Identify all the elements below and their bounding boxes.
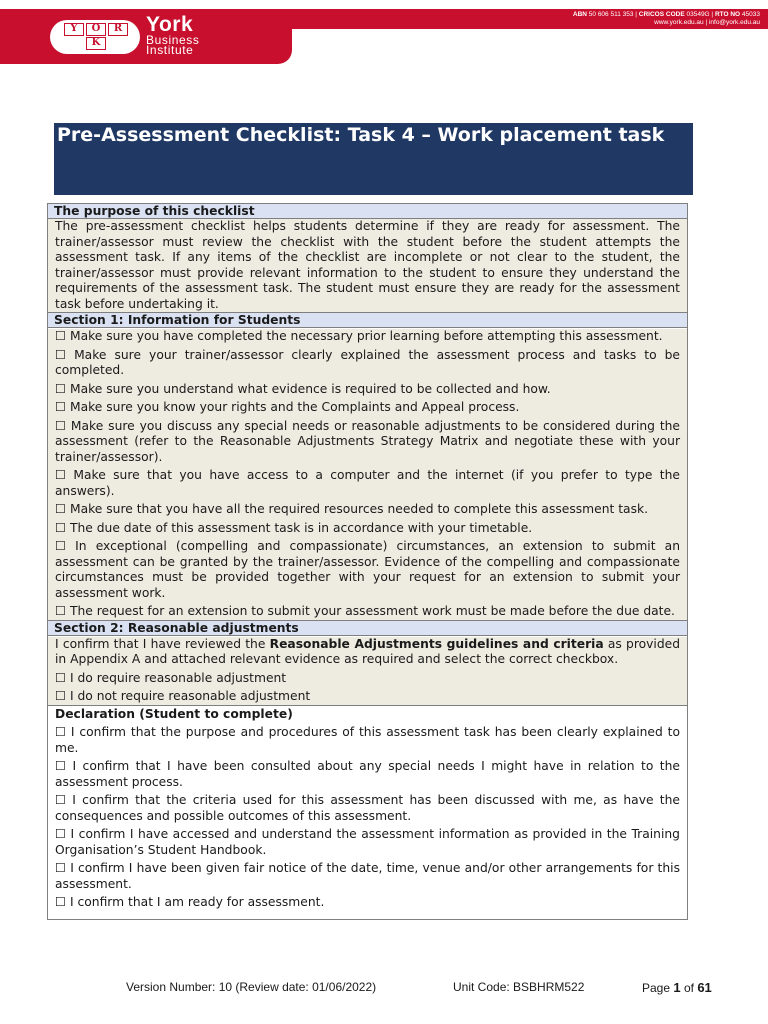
checkbox-icon[interactable]: ☐ [55,539,67,553]
list-item[interactable]: ☐ I confirm that I am ready for assessment. [55,895,325,909]
rto-value: 45033 [741,11,760,18]
york-logo [50,20,140,54]
checkbox-icon[interactable]: ☐ [55,689,67,703]
logo-letter-o: O [86,23,106,36]
checkbox-icon[interactable]: ☐ [55,381,67,396]
brand-sub-1: Business [146,33,200,47]
unit-code: Unit Code: BSBHRM522 [453,980,585,994]
checkbox-icon[interactable]: ☐ [55,670,67,685]
checkbox-icon[interactable]: ☐ [55,895,67,909]
section2-heading: Section 2: Reasonable adjustments [48,621,687,636]
brand-wordmark [146,15,200,55]
checkbox-icon[interactable]: ☐ [55,861,67,875]
checkbox-icon[interactable]: ☐ [55,329,67,343]
checkbox-icon[interactable]: ☐ [55,827,67,841]
purpose-heading: The purpose of this checklist [48,204,687,219]
logo-letter-k: K [86,37,106,50]
checkbox-icon[interactable]: ☐ [55,347,67,362]
list-item[interactable]: ☐ Make sure you know your rights and the Complaints and Appeal process. [55,400,520,414]
logo-letter-y: Y [64,23,84,36]
list-item[interactable]: ☐ I confirm that the purpose and procedures of this assessment task has been clearly explained to me. [55,725,680,755]
list-item[interactable]: ☐ The due date of this assessment task is in accordance with your timetable. [55,520,533,535]
rto-label: RTO NO [714,11,741,18]
header-registration-info: ABN 50 606 511 353 | CRICOS CODE 03549G | RTO NO 45033 www.york.edu.au | info@york.edu.au [572,11,760,26]
version-number: Version Number: 10 (Review date: 01/06/2022) [126,980,377,994]
logo-letter-r: R [108,23,128,36]
checklist-table [47,203,688,920]
list-item[interactable]: ☐ The request for an extension to submit your assessment work must be made before the due date. [55,604,675,618]
brand-sub-2: Institute [146,43,194,57]
checkbox-icon[interactable]: ☐ [55,418,67,433]
list-item[interactable]: ☐ I confirm that the criteria used for this assessment has been discussed with me, as have the consequences and possible outcomes of this assessment. [55,793,680,823]
list-item[interactable]: ☐ I confirm that I have been consulted about any special needs I might have in relation to the assessment process. [55,759,680,789]
document-title: Pre-Assessment Checklist: Task 4 – Work placement task [54,123,693,195]
purpose-text: The pre-assessment checklist helps students determine if they are ready for assessment. The trainer/assessor must review the checklist with the student before the student attempts the assessment task. If any items of the checklist are incomplete or not clear to the student, the trainer/assessor must provide relevant information to the student to ensure they understand the requirements of the assessment task. The student must ensure they are ready for the assessment task before undertaking it. [55,219,680,311]
checkbox-icon[interactable]: ☐ [55,400,67,414]
cricos-value: 03549G [686,11,710,18]
section1-cell [48,329,687,621]
section2-cell [48,637,687,706]
website-link[interactable]: www.york.edu.au [654,19,704,26]
section2-intro: I confirm that I have reviewed the Reasonable Adjustments guidelines and criteria as provided in Appendix A and attached relevant evidence as required and select the correct checkbox. [55,636,681,666]
abn-label: ABN [572,11,587,18]
declaration-cell [48,706,687,919]
require-adjustment-option[interactable]: ☐ I do require reasonable adjustment [55,670,287,685]
checkbox-icon[interactable]: ☐ [55,604,67,618]
list-item[interactable]: ☐ Make sure you discuss any special needs or reasonable adjustments to be considered during the assessment (refer to the Reasonable Adjustments Strategy Matrix and negotiate these with your trainer/assessor). [55,418,680,464]
section1-heading: Section 1: Information for Students [48,313,687,328]
cricos-label: CRICOS CODE [638,11,685,18]
purpose-cell [48,219,687,313]
checkbox-icon[interactable]: ☐ [55,468,67,482]
no-adjustment-option[interactable]: ☐ I do not require reasonable adjustment [55,689,311,703]
checkbox-icon[interactable]: ☐ [55,759,67,773]
checkbox-icon[interactable]: ☐ [55,725,67,739]
email-link[interactable]: info@york.edu.au [708,19,760,26]
declaration-heading: Declaration (Student to complete) [55,706,293,721]
page-number: Page 1 of 61 [642,980,712,995]
list-item[interactable]: ☐ Make sure that you have access to a computer and the internet (if you prefer to type the answers). [55,468,680,498]
list-item[interactable]: ☐ Make sure your trainer/assessor clearly explained the assessment process and tasks to be completed. [55,347,680,377]
list-item[interactable]: ☐ Make sure you have completed the necessary prior learning before attempting this assessment. [55,329,663,343]
list-item[interactable]: ☐ I confirm I have accessed and understand the assessment information as provided in the Training Organisation’s Student Handbook. [55,827,680,857]
list-item[interactable]: ☐ Make sure you understand what evidence is required to be collected and how. [55,381,551,396]
list-item[interactable]: ☐ In exceptional (compelling and compassionate) circumstances, an extension to submit an assessment can be granted by the trainer/assessor. Evidence of the compelling and compassionate circumstances must be provided together with your request for an extension to submit your assessment work. [55,539,680,600]
list-item[interactable]: ☐ I confirm I have been given fair notice of the date, time, venue and/or other arrangements for this assessment. [55,861,680,891]
checkbox-icon[interactable]: ☐ [55,502,67,516]
checkbox-icon[interactable]: ☐ [55,793,67,807]
checkbox-icon[interactable]: ☐ [55,520,67,535]
brand-name: York [146,13,194,36]
abn-value: 50 606 511 353 [588,11,634,18]
list-item[interactable]: ☐ Make sure that you have all the required resources needed to complete this assessment task. [55,502,649,516]
